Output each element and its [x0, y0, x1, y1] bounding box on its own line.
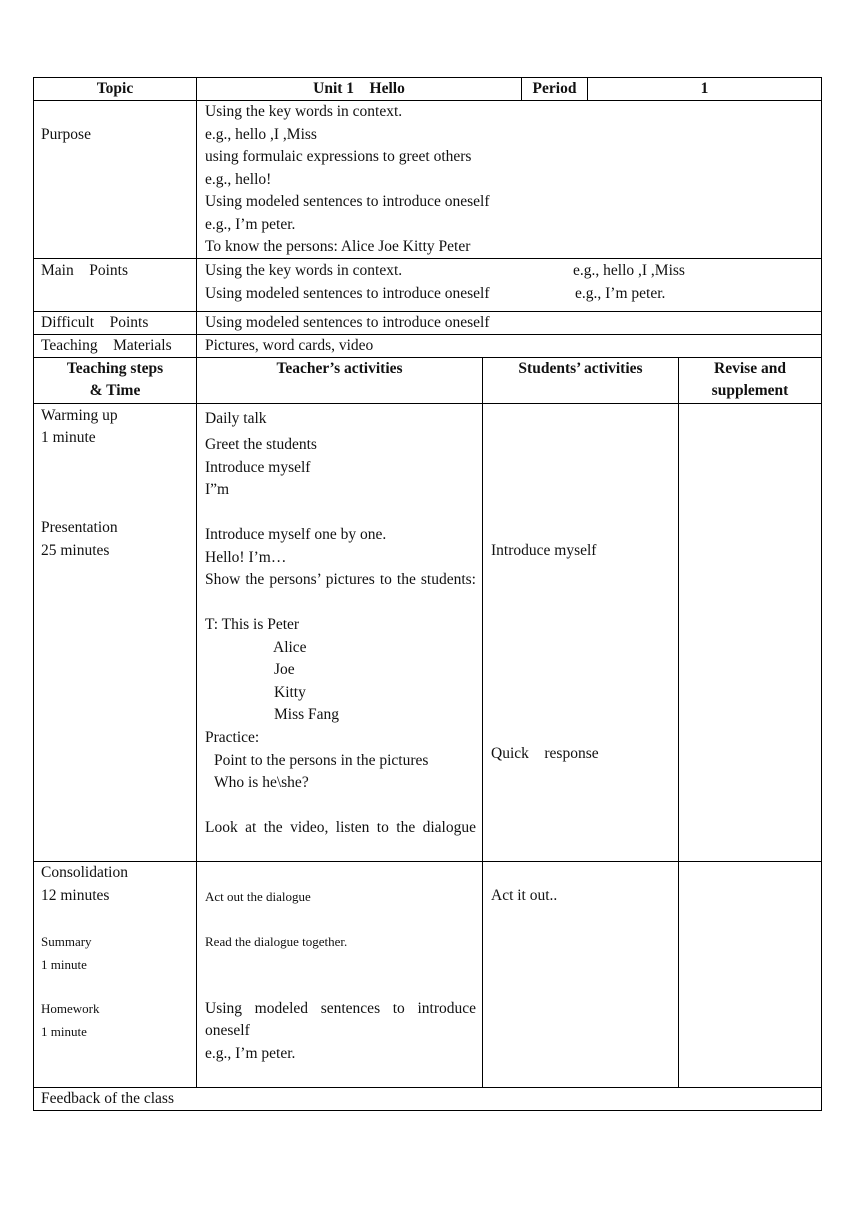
student-activity: Introduce myself	[491, 542, 597, 559]
teaching-materials-value: Pictures, word cards, video	[205, 337, 374, 354]
period-value: 1	[700, 80, 709, 97]
col-students-header: Students’ activities	[518, 360, 643, 377]
main-points-label: Main Points	[41, 262, 128, 279]
step-presentation: Presentation	[41, 519, 118, 536]
unit-title: Unit 1 Hello	[313, 80, 405, 97]
col-teacher-header: Teacher’s activities	[276, 360, 403, 377]
activity-line: Who is he\she?	[214, 774, 309, 791]
topic-label: Topic	[96, 80, 134, 97]
activity-line: Show the persons’ pictures to the students:	[205, 571, 476, 588]
col-steps-header: & Time	[89, 382, 141, 399]
activity-line: Introduce myself	[205, 459, 311, 476]
step-consolidation: Consolidation	[41, 864, 128, 881]
activity-line: I”m	[205, 481, 230, 498]
activity-line: Read the dialogue together.	[205, 934, 348, 949]
activity-line: Using modeled sentences to introduce oneself	[205, 1000, 476, 1039]
activity-line: Look at the video, listen to the dialogue	[205, 819, 476, 836]
step-time: 1 minute	[41, 1024, 87, 1039]
purpose-line: Using modeled sentences to introduce oneself	[205, 193, 490, 210]
step-homework: Homework	[41, 1001, 100, 1016]
person-name: Miss Fang	[274, 706, 340, 723]
activity-line: Daily talk	[205, 410, 267, 427]
period-label: Period	[532, 80, 577, 97]
purpose-line: e.g., hello!	[205, 171, 272, 188]
purpose-line: using formulaic expressions to greet others	[205, 148, 472, 165]
step-time: 1 minute	[41, 957, 87, 972]
col-revise-header: supplement	[711, 382, 789, 399]
main-points-line: Using the key words in context.	[205, 262, 403, 279]
feedback-label: Feedback of the class	[41, 1090, 174, 1107]
teaching-materials-label: Teaching Materials	[41, 337, 172, 354]
person-name: Alice	[273, 639, 307, 656]
purpose-line: e.g., hello ,I ,Miss	[205, 126, 317, 143]
main-points-line: Using modeled sentences to introduce oneself	[205, 285, 490, 302]
step-time: 25 minutes	[41, 542, 110, 559]
student-activity: Quick response	[491, 745, 599, 762]
activity-line: Greet the students	[205, 436, 317, 453]
purpose-label: Purpose	[41, 126, 91, 143]
activity-line: Point to the persons in the pictures	[214, 752, 429, 769]
main-points-example: e.g., hello ,I ,Miss	[573, 262, 685, 279]
purpose-line: Using the key words in context.	[205, 103, 403, 120]
activity-line: T: This is Peter	[205, 616, 300, 633]
difficult-points-value: Using modeled sentences to introduce oneself	[205, 314, 490, 331]
activity-line: e.g., I’m peter.	[205, 1045, 296, 1062]
step-warming-up: Warming up	[41, 407, 118, 424]
activity-line: Practice:	[205, 729, 260, 746]
student-activity: Act it out..	[491, 887, 558, 904]
col-steps-header: Teaching steps	[66, 360, 164, 377]
activity-line: Act out the dialogue	[205, 889, 311, 904]
purpose-line: e.g., I’m peter.	[205, 216, 296, 233]
difficult-points-label: Difficult Points	[41, 314, 149, 331]
activity-line: Introduce myself one by one.	[205, 526, 387, 543]
step-time: 1 minute	[41, 429, 96, 446]
step-summary: Summary	[41, 934, 92, 949]
activity-line: Hello! I’m…	[205, 549, 287, 566]
col-revise-header: Revise and	[714, 360, 786, 377]
purpose-line: To know the persons: Alice Joe Kitty Peter	[205, 238, 471, 255]
person-name: Kitty	[274, 684, 306, 701]
person-name: Joe	[274, 661, 295, 678]
main-points-example: e.g., I’m peter.	[575, 285, 666, 302]
step-time: 12 minutes	[41, 887, 110, 904]
